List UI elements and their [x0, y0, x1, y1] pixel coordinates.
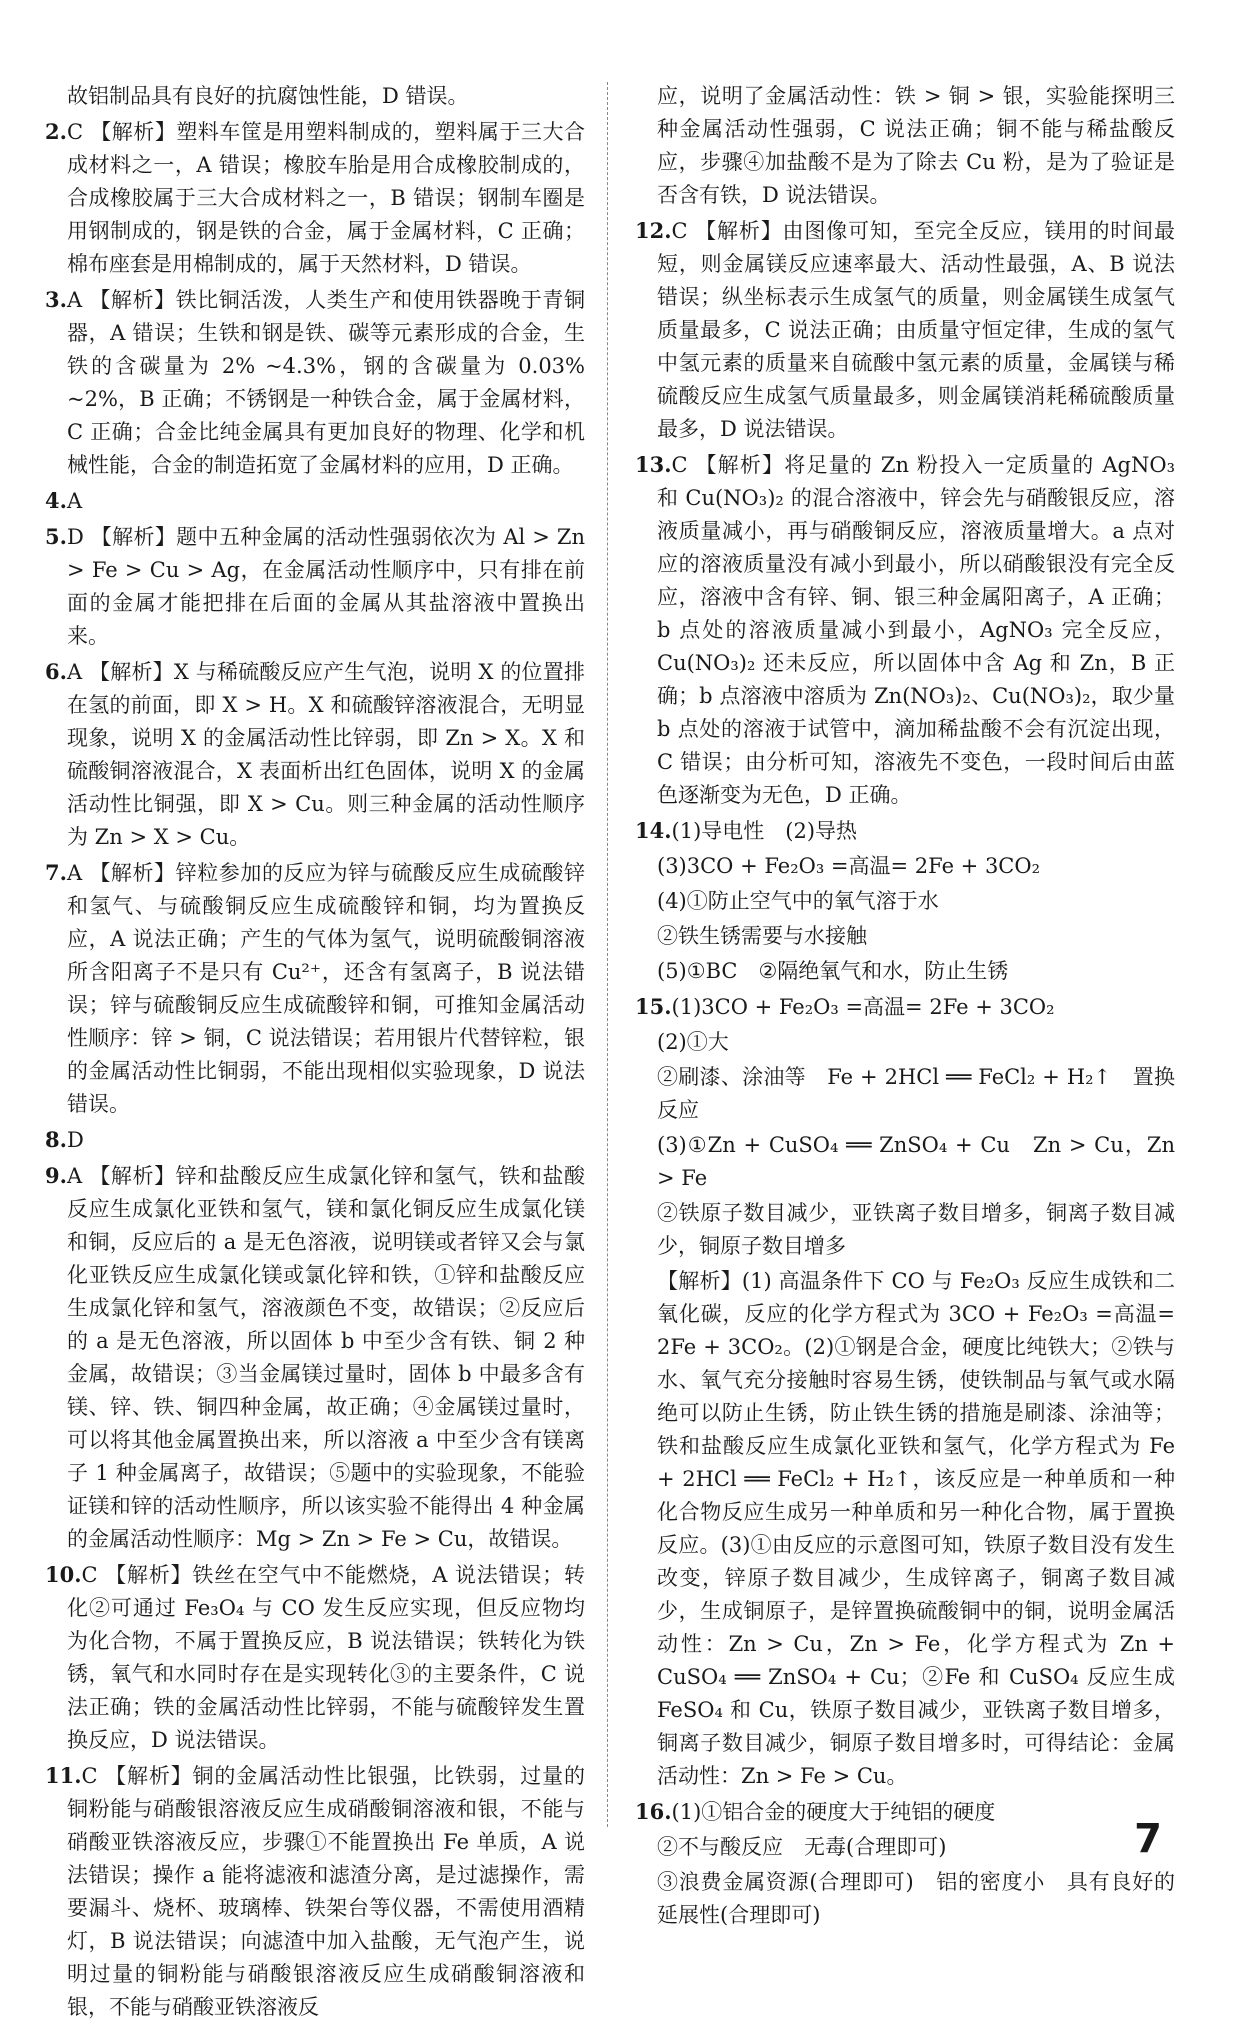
answer-paragraph	[45, 115, 585, 281]
answer-text: 应，说明了金属活动性：铁 > 铜 > 银，实验能探明三种金属活动性强弱，C 说法正确；铜不能与稀盐酸反应，步骤④加盐酸不是为了除去 Cu 粉，是为了验证是否含有铁，D 说法错误。	[657, 84, 1175, 207]
answer-text: A 【解析】锌和盐酸反应生成氯化锌和氢气，铁和盐酸反应生成氯化亚铁和氢气，镁和氯化铜反应生成氯化镁和铜，反应后的 a 是无色溶液，说明镁或者锌又会与氯化亚铁反应生成氯化镁或氯化锌和铁，①锌和盐酸反应生成氯化锌和氢气，溶液颜色不变，故错误；②反应后的 a 是无色溶液，所以固体 b 中至少含有铁、铜 2 种金属，故错误；③当金属镁过量时，固体 b 中最多含有镁、锌、铁、铜四种金属，故正确；④金属镁过量时，可以将其他金属置换出来，所以溶液 a 中至少含有镁离子 1 种金属离子，故错误；⑤题中的实验现象，不能验证镁和锌的活动性顺序，所以该实验不能得出 4 种金属的金属活动性顺序：Mg > Zn > Fe > Cu，故错误。	[66, 1164, 585, 1551]
answer-text: A	[66, 489, 83, 513]
answer-paragraph	[635, 1265, 1175, 1793]
answer-paragraph	[635, 885, 1175, 918]
question-number: 13.	[635, 452, 672, 477]
question-number: 16.	[635, 1799, 672, 1824]
answer-paragraph	[635, 214, 1175, 446]
answer-text: (2)①大	[657, 1030, 729, 1054]
answer-paragraph	[635, 920, 1175, 953]
question-number: 2.	[45, 119, 67, 144]
answer-text: (5)①BC ②隔绝氧气和水，防止生锈	[657, 959, 1009, 983]
answer-paragraph	[635, 1197, 1175, 1263]
left-column	[45, 80, 585, 2026]
answer-text: ②刷漆、涂油等 Fe + 2HCl ══ FeCl₂ + H₂↑ 置换反应	[657, 1065, 1175, 1122]
answer-paragraph	[45, 80, 585, 113]
answer-text: (3)3CO + Fe₂O₃ =高温= 2Fe + 3CO₂	[657, 854, 1041, 878]
answer-paragraph	[635, 955, 1175, 988]
answer-paragraph	[635, 1061, 1175, 1127]
answer-text: A 【解析】铁比铜活泼，人类生产和使用铁器晚于青铜器，A 错误；生铁和钢是铁、碳等元素形成的合金，生铁的含碳量为 2% ~4.3%，钢的含碳量为 0.03% ~2%，B 正确；不锈钢是一种铁合金，属于金属材料，C 正确；合金比纯金属具有更加良好的物理、化学和机械性能，合金的制造拓宽了金属材料的应用，D 正确。	[66, 288, 585, 477]
question-number: 9.	[45, 1163, 67, 1188]
answer-paragraph	[45, 484, 585, 518]
answer-text: (1)①铝合金的硬度大于纯铝的硬度	[671, 1800, 996, 1824]
answer-text: A 【解析】X 与稀硫酸反应产生气泡，说明 X 的位置排在氢的前面，即 X > H。X 和硫酸锌溶液混合，无明显现象，说明 X 的金属活动性比锌弱，即 Zn > X。X 和硫酸铜溶液混合，X 表面析出红色固体，说明 X 的金属活动性比铜强，即 X > Cu。则三种金属的活动性顺序为 Zn > X > Cu。	[66, 660, 585, 849]
question-number: 6.	[45, 659, 67, 684]
answer-text: 故铝制品具有良好的抗腐蚀性能，D 错误。	[67, 84, 469, 108]
answer-text: ②铁生锈需要与水接触	[657, 924, 867, 948]
page-number: 7	[1134, 1816, 1162, 1862]
answer-paragraph	[45, 1123, 585, 1157]
answer-text: (1)3CO + Fe₂O₃ =高温= 2Fe + 3CO₂	[671, 995, 1055, 1019]
answer-paragraph	[635, 814, 1175, 848]
question-number: 14.	[635, 818, 672, 843]
column-divider	[607, 82, 608, 1827]
answer-text: (1)导电性 (2)导热	[671, 819, 858, 843]
answer-paragraph	[635, 1866, 1175, 1932]
answer-paragraph	[635, 448, 1175, 812]
answer-text: ③浪费金属资源(合理即可) 铝的密度小 具有良好的延展性(合理即可)	[657, 1870, 1175, 1927]
answer-text: C 【解析】塑料车筐是用塑料制成的，塑料属于三大合成材料之一，A 错误；橡胶车胎是用合成橡胶制成的，合成橡胶属于三大合成材料之一，B 错误；钢制车圈是用钢制成的，钢是铁的合金，属于金属材料，C 正确；棉布座套是用棉制成的，属于天然材料，D 错误。	[66, 120, 585, 276]
question-number: 4.	[45, 488, 67, 513]
answer-text: (3)①Zn + CuSO₄ ══ ZnSO₄ + Cu Zn > Cu，Zn > Fe	[657, 1133, 1175, 1190]
answer-paragraph	[635, 1129, 1175, 1195]
answer-text: ②铁原子数目减少，亚铁离子数目增多，铜离子数目减少，铜原子数目增多	[657, 1201, 1175, 1258]
question-number: 7.	[45, 860, 67, 885]
question-number: 11.	[45, 1763, 82, 1788]
answer-text: C 【解析】铁丝在空气中不能燃烧，A 说法错误；转化②可通过 Fe₃O₄ 与 CO 发生反应实现，但反应物均为化合物，不属于置换反应，B 说法错误；铁转化为铁锈，氧气和水同时存在是实现转化③的主要条件，C 说法正确；铁的金属活动性比锌弱，不能与硫酸锌发生置换反应，D 说法错误。	[67, 1563, 585, 1752]
answer-paragraph	[45, 1159, 585, 1556]
answer-text: C 【解析】由图像可知，至完全反应，镁用的时间最短，则金属镁反应速率最大、活动性最强，A、B 说法错误；纵坐标表示生成氢气的质量，则金属镁生成氢气质量最多，C 说法正确；由质量守恒定律，生成的氢气中氢元素的质量来自硫酸中氢元素的质量，金属镁与稀硫酸反应生成氢气质量最多，则金属镁消耗稀硫酸质量最多，D 说法错误。	[657, 219, 1175, 441]
question-number: 12.	[635, 218, 672, 243]
answer-paragraph	[45, 1759, 585, 2024]
question-number: 15.	[635, 994, 672, 1019]
answer-paragraph	[45, 655, 585, 854]
answer-paragraph	[635, 1026, 1175, 1059]
answer-paragraph	[45, 283, 585, 482]
question-number: 5.	[45, 524, 67, 549]
answer-text: 【解析】(1) 高温条件下 CO 与 Fe₂O₃ 反应生成铁和二氧化碳，反应的化学方程式为 3CO + Fe₂O₃ =高温= 2Fe + 3CO₂。(2)①钢是合金，硬度比纯铁大；②铁与水、氧气充分接触时容易生锈，使铁制品与氧气或水隔绝可以防止生锈，防止铁生锈的措施是刷漆、涂油等；铁和盐酸反应生成氯化亚铁和氢气，化学方程式为 Fe + 2HCl ══ FeCl₂ + H₂↑，该反应是一种单质和一种化合物反应生成另一种单质和另一种化合物，属于置换反应。(3)①由反应的示意图可知，铁原子数目没有发生改变，锌原子数目减少，生成锌离子，铜离子数目减少，生成铜原子，是锌置换硫酸铜中的铜，说明金属活动性：Zn > Cu，Zn > Fe，化学方程式为 Zn + CuSO₄ ══ ZnSO₄ + Cu；②Fe 和 CuSO₄ 反应生成 FeSO₄ 和 Cu，铁原子数目减少，亚铁离子数目增多，铜离子数目减少，铜原子数目增多时，可得结论：金属活动性：Zn > Fe > Cu。	[657, 1269, 1175, 1788]
question-number: 10.	[45, 1562, 82, 1587]
answer-text: D 【解析】题中五种金属的活动性强弱依次为 Al > Zn > Fe > Cu > Ag，在金属活动性顺序中，只有排在前面的金属才能把排在后面的金属从其盐溶液中置换出来。	[66, 525, 585, 648]
right-column	[635, 80, 1175, 1934]
answer-paragraph	[635, 1831, 1175, 1864]
answer-text: ②不与酸反应 无毒(合理即可)	[657, 1835, 947, 1859]
answer-paragraph	[45, 856, 585, 1121]
answer-paragraph	[45, 520, 585, 653]
answer-paragraph	[635, 1795, 1175, 1829]
answer-text: (4)①防止空气中的氧气溶于水	[657, 889, 939, 913]
answer-paragraph	[635, 990, 1175, 1024]
answer-text: C 【解析】将足量的 Zn 粉投入一定质量的 AgNO₃ 和 Cu(NO₃)₂ 的混合溶液中，锌会先与硝酸银反应，溶液质量减小，再与硝酸铜反应，溶液质量增大。a 点对应的溶液质量没有减小到最小，所以硝酸银没有完全反应，溶液中含有锌、铜、银三种金属阳离子，A 正确；b 点处的溶液质量减小到最小，AgNO₃ 完全反应，Cu(NO₃)₂ 还未反应，所以固体中含 Ag 和 Zn，B 正确；b 点溶液中溶质为 Zn(NO₃)₂、Cu(NO₃)₂，取少量 b 点处的溶液于试管中，滴加稀盐酸不会有沉淀出现，C 错误；由分析可知，溶液先不变色，一段时间后由蓝色逐渐变为无色，D 正确。	[657, 453, 1175, 807]
answer-text: C 【解析】铜的金属活动性比银强，比铁弱，过量的铜粉能与硝酸银溶液反应生成硝酸铜溶液和银，不能与硝酸亚铁溶液反应，步骤①不能置换出 Fe 单质，A 说法错误；操作 a 能将滤液和滤渣分离，是过滤操作，需要漏斗、烧杯、玻璃棒、铁架台等仪器，不需使用酒精灯，B 说法错误；向滤渣中加入盐酸，无气泡产生，说明过量的铜粉能与硝酸银溶液反应生成硝酸铜溶液和银，不能与硝酸亚铁溶液反	[67, 1764, 585, 2019]
answer-text: A 【解析】锌粒参加的反应为锌与硫酸反应生成硫酸锌和氢气、与硫酸铜反应生成硫酸锌和铜，均为置换反应，A 说法正确；产生的气体为氢气，说明硫酸铜溶液所含阳离子不是只有 Cu²⁺，还含有氢离子，B 说法错误；锌与硫酸铜反应生成硫酸锌和铜，可推知金属活动性顺序：锌 > 铜，C 说法错误；若用银片代替锌粒，银的金属活动性比铜弱，不能出现相似实验现象，D 说法错误。	[66, 861, 585, 1116]
answer-paragraph	[45, 1558, 585, 1757]
answer-paragraph	[635, 80, 1175, 212]
question-number: 8.	[45, 1127, 67, 1152]
answer-text: D	[66, 1128, 84, 1152]
answer-paragraph	[635, 850, 1175, 883]
question-number: 3.	[45, 287, 67, 312]
